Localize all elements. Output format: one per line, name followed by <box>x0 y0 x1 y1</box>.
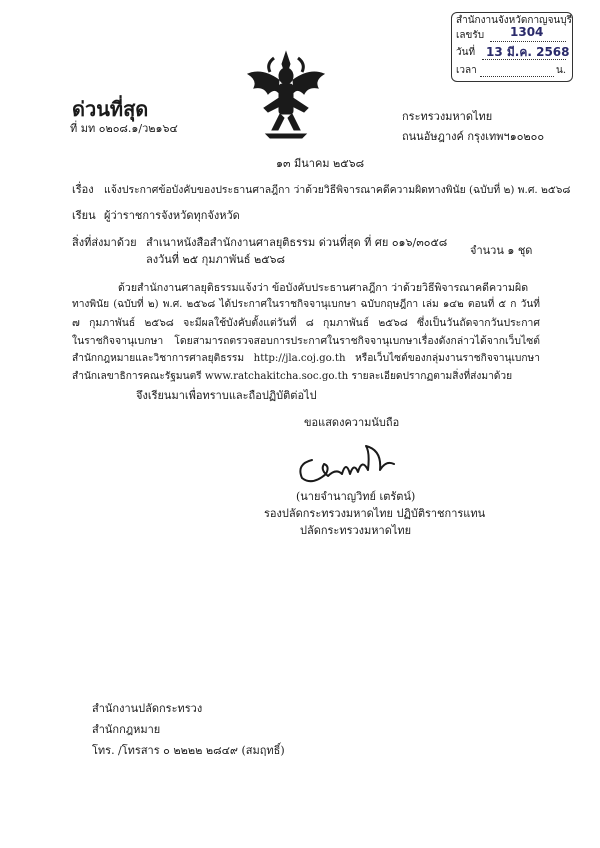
footer-division: สำนักกฎหมาย <box>92 723 161 736</box>
footer-office: สำนักงานปลัดกระทรวง <box>92 702 203 715</box>
signatory-position: รองปลัดกระทรวงมหาดไทย ปฏิบัติราชการแทน <box>264 507 486 520</box>
stamp-date-value: 13 มี.ค. 2568 <box>486 45 570 59</box>
ministry-address: ถนนอัษฎางค์ กรุงเทพฯ๑๐๒๐๐ <box>402 130 545 143</box>
document-number: ที่ มท ๐๒๐๘.๑/ว๒๑๖๔ <box>70 122 178 135</box>
subject-label: เรื่อง <box>72 183 94 196</box>
closing-request: จึงเรียนมาเพื่อทราบและถือปฏิบัติต่อไป <box>136 389 317 402</box>
stamp-date-label: วันที่ <box>456 47 476 58</box>
to-text: ผู้ว่าราชการจังหวัดทุกจังหวัด <box>104 209 240 222</box>
enclosure-qty: จำนวน ๑ ชุด <box>470 244 533 257</box>
body-line: ๗ กุมภาพันธ์ ๒๕๖๘ จะมีผลใช้บังคับตั้งแต่วันที่ ๘ กุมภาพันธ์ ๒๕๖๘ ซึ่งเป็นวันถัดจากวันประกาศ <box>72 317 540 329</box>
body-line: ในราชกิจจานุเบกษา โดยสามารถตรวจสอบการประกาศในราชกิจจานุเบกษาเรื่องดังกล่าวได้จากเว็บไซต์ <box>72 335 540 347</box>
stamp-receipt-label: เลขรับ <box>456 30 485 41</box>
ministry-name: กระทรวงมหาดไทย <box>402 110 493 123</box>
garuda-emblem <box>244 50 328 142</box>
to-label: เรียน <box>72 209 96 222</box>
body-line: ด้วยสำนักงานศาลยุติธรรมแจ้งว่า ข้อบังคับประธานศาลฎีกา ว่าด้วยวิธีพิจารณาคดีความผิด <box>118 282 529 294</box>
subject-text: แจ้งประกาศข้อบังคับของประธานศาลฎีกา ว่าด้วยวิธีพิจารณาคดีความผิดทางพินัย (ฉบับที่ ๒) พ.ศ. ๒๕๖๘ <box>104 184 571 196</box>
receipt-stamp <box>451 12 573 82</box>
stamp-office: สำนักงานจังหวัดกาญจนบุรี <box>456 15 572 26</box>
enclosure-label: สิ่งที่ส่งมาด้วย <box>72 236 137 249</box>
stamp-receipt-no: 1304 <box>510 25 544 39</box>
handwritten-signature <box>290 440 400 490</box>
signatory-name: (นายจำนาญวิทย์ เตรัตน์) <box>296 490 416 503</box>
footer-contact: โทร. /โทรสาร ๐ ๒๒๒๒ ๒๘๔๙ (สมฤทธิ์) <box>92 744 285 757</box>
enclosure-line2: ลงวันที่ ๒๕ กุมภาพันธ์ ๒๕๖๘ <box>146 253 285 266</box>
body-line: ทางพินัย (ฉบับที่ ๒) พ.ศ. ๒๕๖๘ ได้ประกาศในราชกิจจานุเบกษา ฉบับกฤษฎีกา เล่ม ๑๔๒ ตอนที่ ๕ ก วันที่ <box>72 299 540 310</box>
letter-date: ๑๓ มีนาคม ๒๕๖๘ <box>276 157 365 170</box>
stamp-time-suffix: น. <box>556 65 567 76</box>
body-line: สำนักกฎหมายและวิชาการศาลยุติธรรม http://jla.coj.go.th หรือเว็บไซต์ของกลุ่มงานราชกิจจานุเบกษา <box>72 353 540 364</box>
urgency-label: ด่วนที่สุด <box>72 97 149 121</box>
salutation: ขอแสดงความนับถือ <box>304 416 400 429</box>
signatory-position-2: ปลัดกระทรวงมหาดไทย <box>300 524 412 537</box>
stamp-time-label: เวลา <box>456 65 477 76</box>
body-line: สำนักเลขาธิการคณะรัฐมนตรี www.ratchakitcha.soc.go.th รายละเอียดปรากฏตามสิ่งที่ส่งมาด้วย <box>72 371 513 382</box>
enclosure-line1: สำเนาหนังสือสำนักงานศาลยุติธรรม ด่วนที่สุด ที่ ศย ๐๑๖/๓๐๕๘ <box>146 236 448 249</box>
